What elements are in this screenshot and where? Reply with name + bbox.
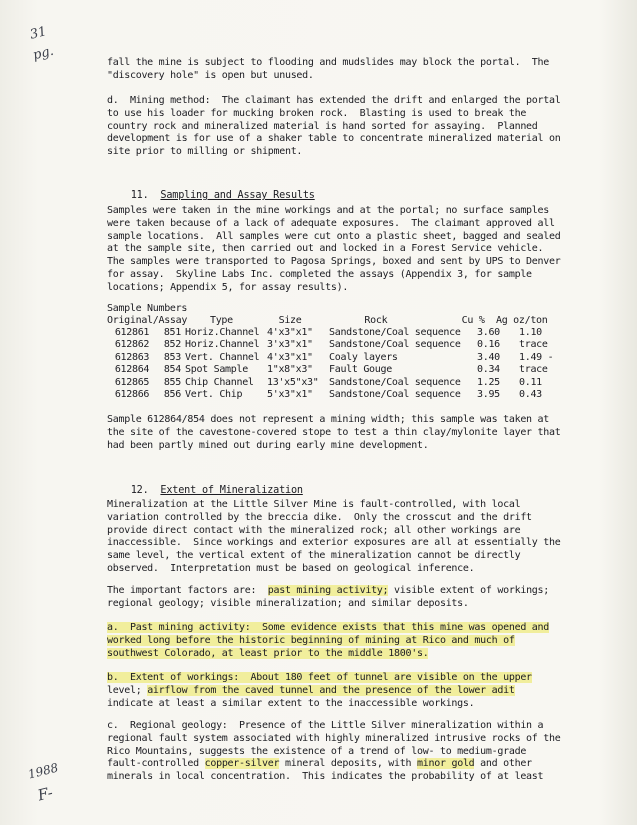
sample-table-header-1: Sample Numbers (107, 303, 188, 314)
section-title: Extent of Mineralization (160, 485, 303, 496)
assay-number: 851 (163, 327, 181, 338)
intro-paragraph (107, 57, 599, 83)
text-line: regional fault system associated with highly mineralized intrusive rocks of the (107, 732, 561, 744)
text-line: locations; Appendix 5, for assay results). (107, 281, 349, 293)
section-number: 12. (130, 485, 149, 496)
section-11-paragraph (107, 205, 599, 295)
text-line: c. Regional geology: Presence of the Little Silver mineralization within a (107, 720, 544, 731)
ag-oz-ton: 1.10 (519, 327, 542, 338)
ag-oz-ton: trace (519, 339, 548, 351)
highlighted-text: worked long before the historic beginning of mining at Rico and much of (107, 634, 515, 646)
cu-percent: 0.34 (477, 364, 500, 376)
text-line: Samples were taken in the mine workings and at the portal; no surface samples (107, 205, 550, 216)
cu-percent: 3.40 (477, 351, 500, 363)
highlighted-text: past mining activity; (267, 585, 389, 596)
text-line: at the sample site, then carried out and locked in a Forest Service vehicle. (107, 243, 544, 255)
text-line: d. Mining method: The claimant has extended the drift and enlarged the portal (107, 95, 561, 106)
highlighted-text: a. Past mining activity: Some evidence exists that this mine was opened and (107, 622, 550, 633)
text-line: variation controlled by the breccia dike. Only the crosscut and the drift (107, 511, 532, 523)
factors-pre: The important factors are: (107, 585, 268, 596)
sample-type: Horiz.Channel (185, 327, 260, 338)
text-line (107, 585, 599, 598)
text-line: Rico Mountains, suggests the existence of a trend of low- to medium-grade (107, 745, 527, 757)
item-a-paragraph (107, 622, 599, 660)
item-c-paragraph (107, 720, 599, 784)
text-line: fall the mine is subject to flooding and mudslides may block the portal. The (107, 57, 550, 68)
handwritten-note-top-1: 31 (28, 24, 49, 43)
item-b-pre: level; (107, 684, 148, 696)
handwritten-note-bottom-2: F- (35, 783, 55, 805)
section-12-paragraph (107, 499, 599, 576)
handwritten-note-bottom-1: 1988 (26, 760, 60, 782)
text-line: to use his loader for mucking broken rock. Blasting is used to break the (107, 107, 527, 119)
sample-table-header-2: Original/Assay Type Size Rock Cu % Ag oz/ton (107, 315, 548, 326)
text-line: observed. Interpretation must be based on geological inference. (107, 562, 475, 574)
text-line: provide direct contact with the mineralized rock; all other workings are (107, 524, 521, 536)
text-line: country rock and mineralized material is hand sorted for assaying. Planned (107, 120, 538, 132)
assay-number: 852 (163, 339, 181, 351)
sample-type: Vert. Channel (185, 351, 260, 363)
sample-size: 4'x3"x1" (267, 351, 313, 363)
text-line: indicate at least a similar extent to the inaccessible workings. (107, 697, 475, 709)
rock-type: Sandstone/Coal sequence (329, 339, 461, 351)
mining-method-paragraph (107, 95, 599, 159)
factors-post: visible extent of workings; (388, 585, 550, 596)
original-number: 612862 (114, 339, 150, 351)
section-number: 11. (130, 190, 149, 201)
assay-number: 853 (163, 351, 181, 363)
sample-note-paragraph (107, 414, 599, 452)
text-line (107, 635, 599, 648)
text-line: site prior to milling or shipment. (107, 146, 303, 158)
text-line: for assay. Skyline Labs Inc. completed the assays (Appendix 3, for sample (107, 268, 532, 280)
section-title: Sampling and Assay Results (160, 190, 315, 201)
highlighted-text: copper-silver (204, 758, 280, 770)
text-line: minerals in local concentration. This indicates the probability of at least (107, 771, 544, 783)
factors-paragraph (107, 585, 599, 611)
sample-type: Chip Channel (185, 376, 254, 388)
rock-type: Sandstone/Coal sequence (329, 327, 461, 338)
text-line: regional geology; visible mineralization; and similar deposits. (107, 597, 469, 609)
table-row (107, 389, 579, 401)
sample-type: Vert. Chip (185, 389, 243, 401)
rock-type: Fault Gouge (329, 364, 392, 376)
rock-type: Coaly layers (329, 351, 398, 363)
item-c-post: and other (474, 758, 532, 770)
text-line: Mineralization at the Little Silver Mine is fault-controlled, with local (107, 499, 521, 510)
original-number: 612861 (114, 327, 150, 338)
highlighted-text: southwest Colorado, at least prior to the middle 1800's. (107, 647, 429, 659)
highlighted-text: airflow from the caved tunnel and the presence of the lower adit (147, 684, 515, 696)
table-row (107, 352, 579, 364)
cu-percent: 0.16 (477, 339, 500, 351)
cu-percent: 3.95 (477, 389, 500, 401)
ag-oz-ton: 1.49 - (519, 351, 554, 363)
cu-percent: 1.25 (477, 376, 500, 388)
text-line: had been partly mined out during early mine development. (107, 439, 429, 451)
ag-oz-ton: trace (519, 364, 548, 376)
item-b-paragraph (107, 672, 599, 710)
original-number: 612864 (114, 364, 150, 376)
rock-type: Sandstone/Coal sequence (329, 389, 461, 401)
text-line (107, 672, 599, 685)
sample-size: 13'x5"x3" (267, 376, 319, 388)
original-number: 612866 (114, 389, 150, 401)
sample-size: 4'x3"x1" (267, 327, 313, 338)
rock-type: Sandstone/Coal sequence (329, 376, 461, 388)
assay-number: 856 (163, 389, 181, 401)
text-line: The samples were transported to Pagosa Springs, boxed and sent by UPS to Denver (107, 256, 561, 268)
item-c-pre: fault-controlled (107, 758, 205, 770)
text-line (107, 685, 599, 698)
sample-size: 1"x8"x3" (267, 364, 313, 376)
ag-oz-ton: 0.11 (519, 376, 542, 388)
text-line: sample locations. All samples were cut onto a plastic sheet, bagged and sealed (107, 230, 561, 242)
handwritten-note-top-2: pg. (31, 43, 56, 64)
text-line: the site of the cavestone-covered stope to test a thin clay/mylonite layer that (107, 426, 561, 438)
ag-oz-ton: 0.43 (519, 389, 542, 401)
assay-number: 854 (163, 364, 181, 376)
original-number: 612865 (114, 376, 150, 388)
text-line: same level, the vertical extent of the mineralization cannot be directly (107, 550, 521, 562)
cu-percent: 3.60 (477, 327, 500, 338)
table-row (107, 377, 579, 389)
assay-number: 855 (163, 376, 181, 388)
text-line (107, 622, 599, 635)
table-row (107, 339, 579, 351)
highlighted-text: b. Extent of workings: About 180 feet of tunnel are visible on the upper (107, 672, 532, 683)
highlighted-text: minor gold (417, 758, 475, 770)
item-c-mid: mineral deposits, with (279, 758, 418, 770)
table-row (107, 364, 579, 376)
sample-size: 3'x3"x1" (267, 339, 313, 351)
sample-type: Spot Sample (185, 364, 248, 376)
text-line (107, 648, 599, 661)
sample-size: 5'x3"x1" (267, 389, 313, 401)
original-number: 612863 (114, 351, 150, 363)
table-row (107, 327, 579, 339)
text-line: Sample 612864/854 does not represent a mining width; this sample was taken at (107, 414, 550, 425)
sample-table (107, 327, 579, 401)
text-line (107, 758, 599, 771)
text-line: were taken because of a lack of adequate exposures. The claimant approved all (107, 217, 555, 229)
text-line: "discovery hole" is open but unused. (107, 69, 314, 81)
text-line: development is for use of a shaker table to concentrate mineralized material on (107, 133, 561, 145)
sample-type: Horiz.Channel (185, 339, 260, 351)
text-line: inaccessible. Since workings and exterior exposures are all at essentially the (107, 537, 561, 549)
